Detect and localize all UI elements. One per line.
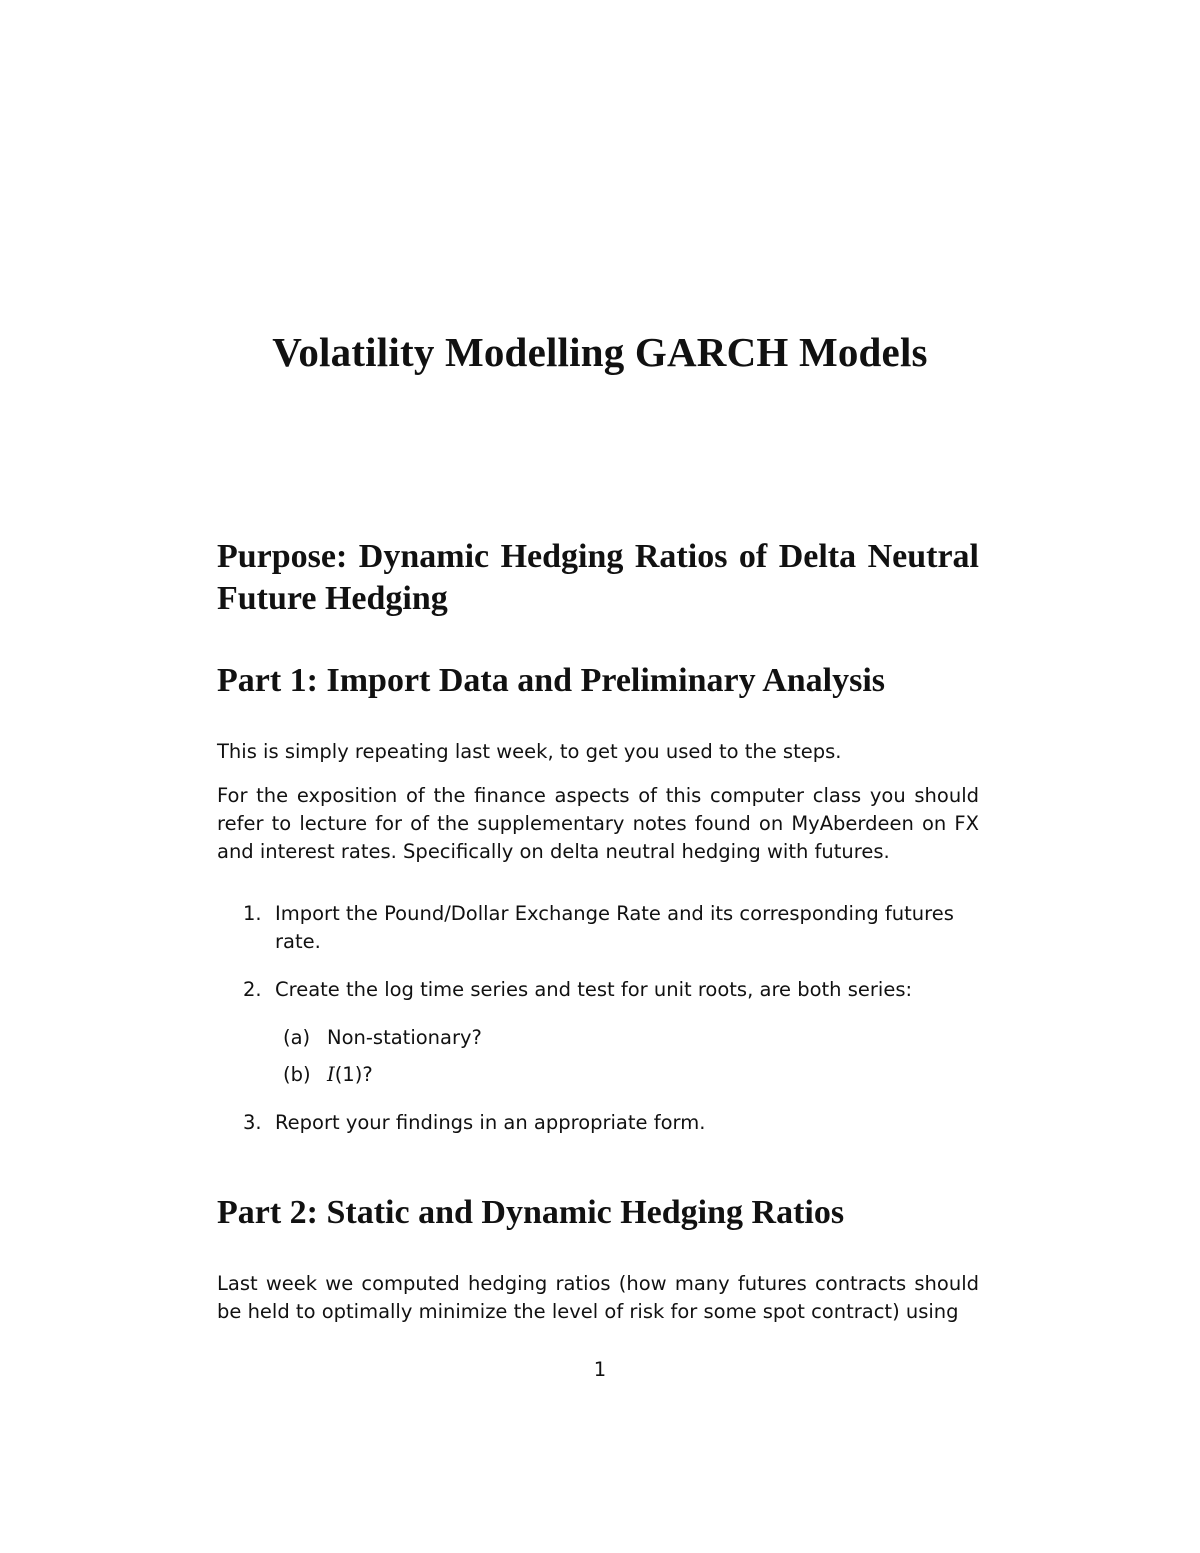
- list-item: [217, 976, 979, 1089]
- math-symbol-i: I: [327, 1063, 335, 1086]
- sub-list-item-text: Non-stationary?: [327, 1026, 482, 1049]
- sub-list: [275, 1024, 979, 1089]
- document-title: Volatility Modelling GARCH Models: [272, 329, 928, 375]
- sub-list-item: [275, 1061, 979, 1089]
- sub-list-item-label: (a): [283, 1026, 311, 1049]
- part1-paragraph-intro: This is simply repeating last week, to get you used to the steps.: [217, 740, 842, 763]
- part1-paragraph-exposition: For the exposition of the finance aspects of this computer class you should refer to lecture for of the supplementary notes found on MyAberdeen on FX and interest rates. Specifically on delta neutral hedging with futures.: [217, 784, 979, 863]
- list-item-text: Report your findings in an appropriate form.: [275, 1111, 706, 1134]
- sub-list-item: [275, 1024, 979, 1052]
- part1-steps-list: [217, 900, 979, 1157]
- list-item: [217, 1109, 979, 1137]
- purpose-heading: Purpose: Dynamic Hedging Ratios of Delta Neutral Future Hedging: [217, 538, 979, 617]
- list-item-text: Import the Pound/Dollar Exchange Rate and its corresponding futures rate.: [275, 902, 954, 953]
- sub-list-item-text: (1)?: [334, 1063, 373, 1086]
- part1-heading: Part 1: Import Data and Preliminary Analysis: [217, 662, 886, 699]
- sub-list-item-label: (b): [283, 1063, 311, 1086]
- list-item-number: 3.: [243, 1111, 262, 1134]
- part2-paragraph: Last week we computed hedging ratios (how many futures contracts should be held to optimally minimize the level of risk for some spot contract) using: [217, 1272, 979, 1323]
- part2-heading: Part 2: Static and Dynamic Hedging Ratios: [217, 1194, 845, 1231]
- list-item-number: 2.: [243, 978, 262, 1001]
- list-item: [217, 900, 979, 956]
- page-number: 1: [593, 1358, 607, 1381]
- list-item-text: Create the log time series and test for unit roots, are both series:: [275, 978, 913, 1001]
- list-item-number: 1.: [243, 902, 262, 925]
